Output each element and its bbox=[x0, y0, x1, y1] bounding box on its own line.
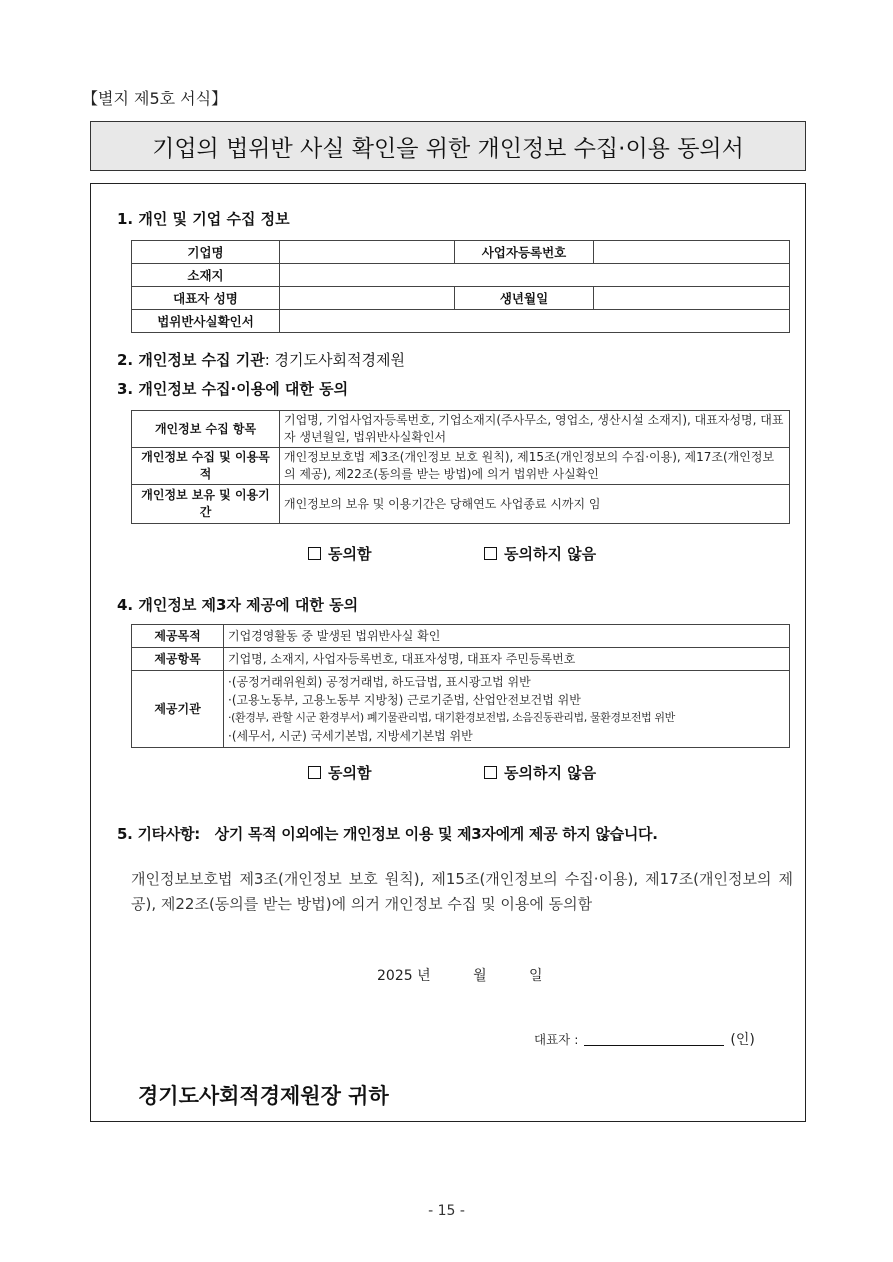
retention-period-label: 개인정보 보유 및 이용기간 bbox=[132, 485, 280, 524]
provision-items-label: 제공항목 bbox=[132, 648, 224, 671]
disagree-label: 동의하지 않음 bbox=[504, 764, 597, 782]
table-row bbox=[132, 310, 790, 333]
retention-period-value: 개인정보의 보유 및 이용기간은 당해연도 사업종료 시까지 임 bbox=[280, 485, 790, 524]
provision-orgs-list bbox=[224, 671, 790, 748]
agree-label: 동의함 bbox=[328, 545, 372, 563]
birth-date-field[interactable] bbox=[594, 287, 790, 310]
table-row bbox=[132, 485, 790, 524]
address-field[interactable] bbox=[280, 264, 790, 287]
section3-heading: 3. 개인정보 수집·이용에 대한 동의 bbox=[117, 380, 349, 398]
collection-purpose-value: 개인정보보호법 제3조(개인정보 보호 원칙), 제15조(개인정보의 수집·이용), 제17조(개인정보의 제공), 제22조(동의를 받는 방법)에 의거 법위반 사실확인 bbox=[280, 448, 790, 485]
date-year: 2025 년 bbox=[377, 968, 431, 984]
company-name-field[interactable] bbox=[280, 241, 455, 264]
consent-statement: 개인정보보호법 제3조(개인정보 보호 원칙), 제15조(개인정보의 수집·이용), 제17조(개인정보의 제공), 제22조(동의를 받는 방법)에 의거 개인정보 수집 및 이용에 동의함 bbox=[131, 870, 793, 913]
section4-disagree-option[interactable] bbox=[484, 762, 596, 783]
company-info-table bbox=[131, 240, 790, 333]
page-number: - 15 - bbox=[428, 1203, 465, 1219]
table-row bbox=[132, 648, 790, 671]
table-row bbox=[132, 448, 790, 485]
section2-heading bbox=[117, 349, 405, 370]
section1-heading: 1. 개인 및 기업 수집 정보 bbox=[117, 210, 290, 228]
form-label: 【별지 제5호 서식】 bbox=[82, 89, 228, 108]
signature-label: 대표자 : bbox=[534, 1032, 579, 1047]
list-item: ·(고용노동부, 고용노동부 지방청) 근로기준법, 산업안전보건법 위반 bbox=[228, 693, 581, 707]
table-row bbox=[132, 264, 790, 287]
list-item: ·(공정거래위원회) 공정거래법, 하도급법, 표시광고법 위반 bbox=[228, 675, 531, 689]
form-body bbox=[90, 183, 806, 1122]
provision-purpose-value: 기업경영활동 중 발생된 법위반사실 확인 bbox=[224, 625, 790, 648]
section4-heading: 4. 개인정보 제3자 제공에 대한 동의 bbox=[117, 596, 359, 614]
document-title: 기업의 법위반 사실 확인을 위한 개인정보 수집·이용 동의서 bbox=[90, 121, 806, 171]
business-reg-number-field[interactable] bbox=[594, 241, 790, 264]
addressee: 경기도사회적경제원장 귀하 bbox=[138, 1084, 389, 1108]
checkbox-icon[interactable] bbox=[484, 766, 497, 779]
third-party-consent-table bbox=[131, 624, 790, 748]
table-row bbox=[132, 241, 790, 264]
list-item: ·(환경부, 관할 시군 환경부서) 폐기물관리법, 대기환경보전법, 소음진동관리법, 물환경보전법 위반 bbox=[228, 711, 675, 724]
signature-field[interactable] bbox=[584, 1035, 724, 1046]
list-item: ·(세무서, 시군) 국세기본법, 지방세기본법 위반 bbox=[228, 729, 473, 743]
section5-heading: 5. 기타사항: 상기 목적 이외에는 개인정보 이용 및 제3자에게 제공 하지 않습니다. bbox=[117, 825, 658, 843]
section3-disagree-option[interactable] bbox=[484, 543, 596, 564]
table-row bbox=[132, 411, 790, 448]
table-row bbox=[132, 625, 790, 648]
representative-name-field[interactable] bbox=[280, 287, 455, 310]
collection-consent-table bbox=[131, 410, 790, 524]
company-name-label: 기업명 bbox=[132, 241, 280, 264]
collection-purpose-label: 개인정보 수집 및 이용목적 bbox=[132, 448, 280, 485]
signature-line bbox=[534, 1029, 755, 1049]
date-day: 일 bbox=[529, 968, 543, 984]
seal-label: (인) bbox=[730, 1032, 755, 1048]
birth-date-label: 생년월일 bbox=[455, 287, 594, 310]
date-line bbox=[377, 965, 581, 985]
collection-items-value: 기업명, 기업사업자등록번호, 기업소재지(주사무소, 영업소, 생산시설 소재지), 대표자성명, 대표자 생년월일, 법위반사실확인서 bbox=[280, 411, 790, 448]
checkbox-icon[interactable] bbox=[308, 547, 321, 560]
checkbox-icon[interactable] bbox=[484, 547, 497, 560]
collection-items-label: 개인정보 수집 항목 bbox=[132, 411, 280, 448]
representative-name-label: 대표자 성명 bbox=[132, 287, 280, 310]
section2-title: 2. 개인정보 수집 기관 bbox=[117, 351, 265, 369]
provision-orgs-label: 제공기관 bbox=[132, 671, 224, 748]
date-month: 월 bbox=[473, 968, 487, 984]
address-label: 소재지 bbox=[132, 264, 280, 287]
agree-label: 동의함 bbox=[328, 764, 372, 782]
checkbox-icon[interactable] bbox=[308, 766, 321, 779]
section3-agree-option[interactable] bbox=[308, 543, 371, 564]
violation-confirmation-field[interactable] bbox=[280, 310, 790, 333]
violation-confirmation-label: 법위반사실확인서 bbox=[132, 310, 280, 333]
disagree-label: 동의하지 않음 bbox=[504, 545, 597, 563]
business-reg-number-label: 사업자등록번호 bbox=[455, 241, 594, 264]
provision-items-value: 기업명, 소재지, 사업자등록번호, 대표자성명, 대표자 주민등록번호 bbox=[224, 648, 790, 671]
table-row bbox=[132, 671, 790, 748]
section4-agree-option[interactable] bbox=[308, 762, 371, 783]
provision-purpose-label: 제공목적 bbox=[132, 625, 224, 648]
section2-value: : 경기도사회적경제원 bbox=[264, 351, 405, 369]
table-row bbox=[132, 287, 790, 310]
